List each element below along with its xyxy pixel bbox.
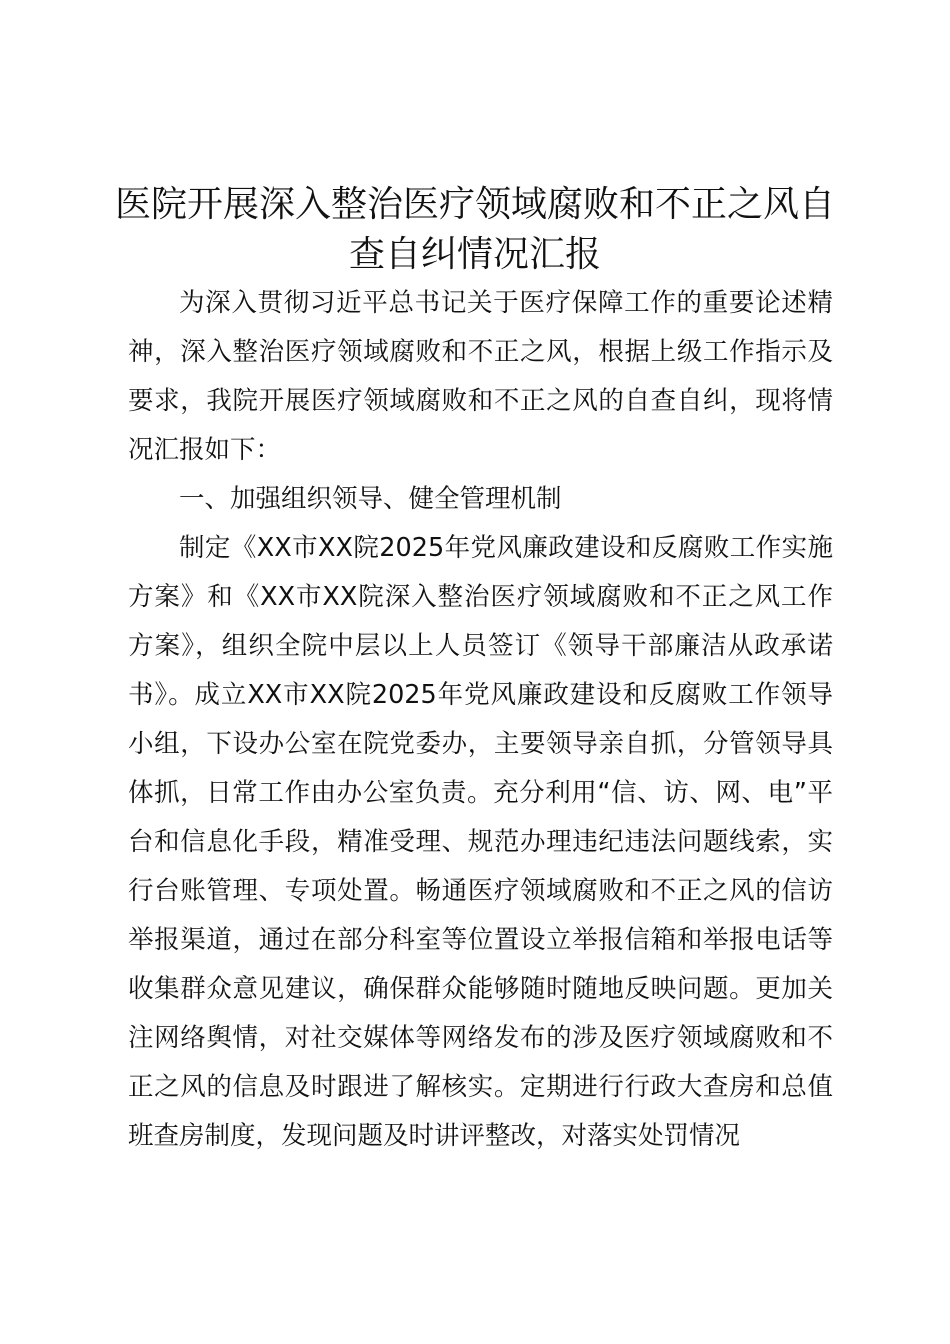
section-heading: 一、加强组织领导、健全管理机制 — [179, 484, 562, 514]
document-body — [128, 279, 833, 1161]
intro-paragraph: 为深入贯彻习近平总书记关于医疗保障工作的重要论述精神，深入整治医疗领域腐败和不正之风，根据上级工作指示及要求，我院开展医疗领域腐败和不正之风的自查自纠，现将情况汇报如下： — [128, 288, 833, 465]
section-paragraph: 制定《XX市XX院2025年党风廉政建设和反腐败工作实施方案》和《XX市XX院深入整治医疗领域腐败和不正之风工作方案》，组织全院中层以上人员签订《领导干部廉洁从政承诺书》。成立XX市XX院2025年党风廉政建设和反腐败工作领导小组，下设办公室在院党委办，主要领导亲自抓，分管领导具体抓，日常工作由办公室负责。充分利用“信、访、网、电”平台和信息化手段，精准受理、规范办理违纪违法问题线索，实行台账管理、专项处置。畅通医疗领域腐败和不正之风的信访举报渠道，通过在部分科室等位置设立举报信箱和举报电话等收集群众意见建议，确保群众能够随时随地反映问题。更加关注网络舆情，对社交媒体等网络发布的涉及医疗领域腐败和不正之风的信息及时跟进了解核实。定期进行行政大查房和总值班查房制度，发现问题及时讲评整改，对落实处罚情况 — [128, 533, 833, 1151]
document-title: 医院开展深入整治医疗领域腐败和不正之风自查自纠情况汇报 — [114, 184, 835, 275]
